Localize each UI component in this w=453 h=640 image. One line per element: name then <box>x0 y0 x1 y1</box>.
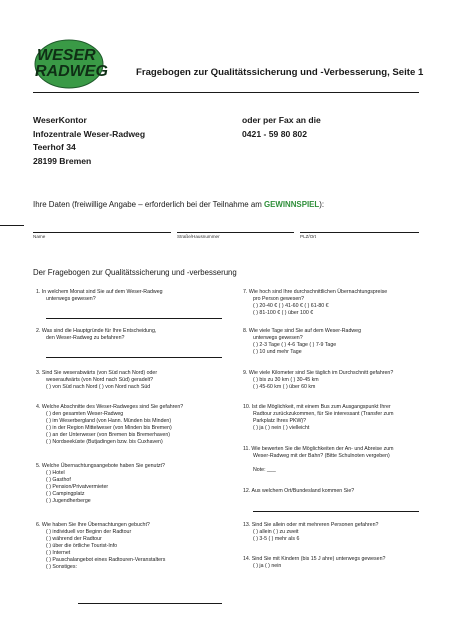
address-block <box>33 114 145 168</box>
option[interactable]: ( ) Internet <box>46 550 71 556</box>
question-2 <box>36 328 156 342</box>
question-text: weseraufwärts (von Nord nach Süd) geradelt? <box>46 377 154 383</box>
question-text: 6. Wie haben Sie Ihre Übernachtungen gebucht? <box>36 522 150 528</box>
question-text: Parkplatz Ihres PKW)? <box>253 418 307 424</box>
question-6 <box>36 522 165 571</box>
answer-line-12[interactable] <box>253 511 419 512</box>
plz-field-line[interactable] <box>300 232 419 233</box>
option[interactable]: ( ) in der Region Mittelweser (von Minden bis Bremen) <box>46 425 172 431</box>
question-12 <box>243 488 354 495</box>
option[interactable]: ( ) ja ( ) nein ( ) vielleicht <box>253 425 310 431</box>
name-field-label: Name <box>33 234 46 239</box>
question-text: 10. Ist die Möglichkeit, mit einem Bus zum Ausgangspunkt Ihrer <box>243 404 391 410</box>
option[interactable]: ( ) bis zu 30 km ( ) 30-45 km <box>253 377 319 383</box>
gewinnspiel-highlight: GEWINNSPIEL <box>264 200 320 209</box>
option[interactable]: ( ) individuell vor Beginn der Radtour <box>46 529 132 535</box>
question-text: den Weser-Radweg zu befahren? <box>46 335 125 341</box>
question-text: pro Person gewesen? <box>253 296 305 302</box>
option[interactable]: ( ) im Weserbergland (von Hann. Münden bis Minden) <box>46 418 172 424</box>
question-4 <box>36 404 183 446</box>
question-text: 5. Welche Übernachtungsangebote haben Sie genutzt? <box>36 463 165 469</box>
street-field-label: Straße/Hausnummer <box>177 234 220 239</box>
option[interactable]: ( ) über die örtliche Tourist-Info <box>46 543 118 549</box>
question-14 <box>243 556 385 570</box>
question-text: 8. Wie viele Tage sind Sie auf dem Weser-Radweg <box>243 328 361 334</box>
option[interactable]: ( ) Campingplatz <box>46 491 85 497</box>
fax-block <box>242 114 321 141</box>
question-5 <box>36 463 165 505</box>
question-text: 3. Sind Sie weserabwärts (von Süd nach Nord) oder <box>36 370 158 376</box>
question-3 <box>36 370 157 391</box>
option[interactable]: ( ) 45-60 km ( ) über 60 km <box>253 384 316 390</box>
option[interactable]: ( ) Pauschalangebot eines Radtouren-Veranstalters <box>46 557 166 563</box>
intro-main: Ihre Daten (freiwillige Angabe – erforderlich bei der Teilnahme am <box>33 200 264 209</box>
question-text: 11. Wie bewerten Sie die Möglichkeiten der An- und Abreise zum <box>243 446 394 452</box>
fold-mark <box>0 225 24 226</box>
question-text: unterwegs gewesen? <box>46 296 96 302</box>
logo-graphic <box>33 38 119 90</box>
option[interactable]: ( ) 3-5 ( ) mehr als 6 <box>253 536 300 542</box>
option[interactable]: ( ) Hotel <box>46 470 65 476</box>
address-line: WeserKontor <box>33 115 87 125</box>
question-1 <box>36 289 163 303</box>
logo-text-2: RADWEG <box>35 63 108 80</box>
question-11 <box>243 446 393 474</box>
option[interactable]: ( ) an der Unterweser (von Bremen bis Bremerhaven) <box>46 432 171 438</box>
fax-number: 0421 - 59 80 802 <box>242 128 307 139</box>
option[interactable]: ( ) von Süd nach Nord ( ) von Nord nach Süd <box>46 384 151 390</box>
answer-line-2[interactable] <box>46 357 222 358</box>
question-text: 9. Wie viele Kilometer sind Sie täglich im Durchschnitt gefahren? <box>243 370 394 376</box>
answer-line-1[interactable] <box>46 318 222 319</box>
intro-end: ): <box>319 200 325 209</box>
logo-text-1: WESER <box>37 47 96 64</box>
question-text: 4. Welche Abschnitte des Weser-Radweges sind Sie gefahren? <box>36 404 184 410</box>
question-text: 7. Wie hoch sind Ihre durchschnittlichen Übernachtungspreise <box>243 289 388 295</box>
option[interactable]: ( ) während der Radtour <box>46 536 102 542</box>
option[interactable]: ( ) Jugendherberge <box>46 498 91 504</box>
question-text: unterwegs gewesen? <box>253 335 303 341</box>
address-line: 28199 Bremen <box>33 155 92 166</box>
plz-field-label: PLZ/Ort <box>300 234 317 239</box>
question-text: 12. Aus welchem Ort/Bundesland kommen Sie? <box>243 488 355 494</box>
question-text: 13. Sind Sie allein oder mit mehreren Personen gefahren? <box>243 522 379 528</box>
option[interactable]: ( ) Nordseeküste (Butjadingen bzw. bis Cuxhaven) <box>46 439 163 445</box>
option[interactable]: ( ) 10 und mehr Tage <box>253 349 302 355</box>
note-field[interactable]: Note: ___ <box>253 467 276 473</box>
question-text: 14. Sind Sie mit Kindern (bis 15 J ahre) unterwegs gewesen? <box>243 556 386 562</box>
address-line: Infozentrale Weser-Radweg <box>33 128 146 139</box>
option[interactable]: ( ) allein ( ) zu zweit <box>253 529 299 535</box>
question-text: Radtour zurückzukommen, für Sie interessant (Transfer zum <box>253 411 394 417</box>
option[interactable]: ( ) 20-40 € ( ) 41-60 € ( ) 61-80 € <box>253 303 329 309</box>
option[interactable]: ( ) Sonstiges: <box>46 564 77 570</box>
question-text: Weser-Radweg mit der Bahn? (Bitte Schulnoten vergeben) <box>253 453 390 459</box>
question-7 <box>243 289 387 317</box>
section-title: Der Fragebogen zur Qualitätssicherung und -verbesserung <box>33 268 237 277</box>
intro-text <box>33 200 324 209</box>
address-line: Teerhof 34 <box>33 142 76 153</box>
question-9 <box>243 370 393 391</box>
option[interactable]: ( ) 2-3 Tage ( ) 4-6 Tage ( ) 7-9 Tage <box>253 342 337 348</box>
street-field-line[interactable] <box>177 232 294 233</box>
question-10 <box>243 404 393 432</box>
fax-label: oder per Fax an die <box>242 115 321 125</box>
logo <box>33 38 119 90</box>
header-rule <box>33 92 419 93</box>
question-13 <box>243 522 378 543</box>
option[interactable]: ( ) ja ( ) nein <box>253 563 282 569</box>
option[interactable]: ( ) 81-100 € ( ) über 100 € <box>253 310 314 316</box>
question-text: 2. Was sind die Hauptgründe für Ihre Entscheidung, <box>36 328 157 334</box>
name-field-line[interactable] <box>33 232 171 233</box>
answer-line-6[interactable] <box>78 603 222 604</box>
spacer <box>243 460 393 467</box>
question-text: 1. In welchem Monat sind Sie auf dem Weser-Radweg <box>36 289 163 295</box>
question-8 <box>243 328 361 356</box>
option[interactable]: ( ) Pension/Privatvermieter <box>46 484 109 490</box>
page-title: Fragebogen zur Qualitätssicherung und -Verbesserung, Seite 1 <box>136 67 424 78</box>
option[interactable]: ( ) Gasthof <box>46 477 71 483</box>
option[interactable]: ( ) den gesamten Weser-Radweg <box>46 411 124 417</box>
